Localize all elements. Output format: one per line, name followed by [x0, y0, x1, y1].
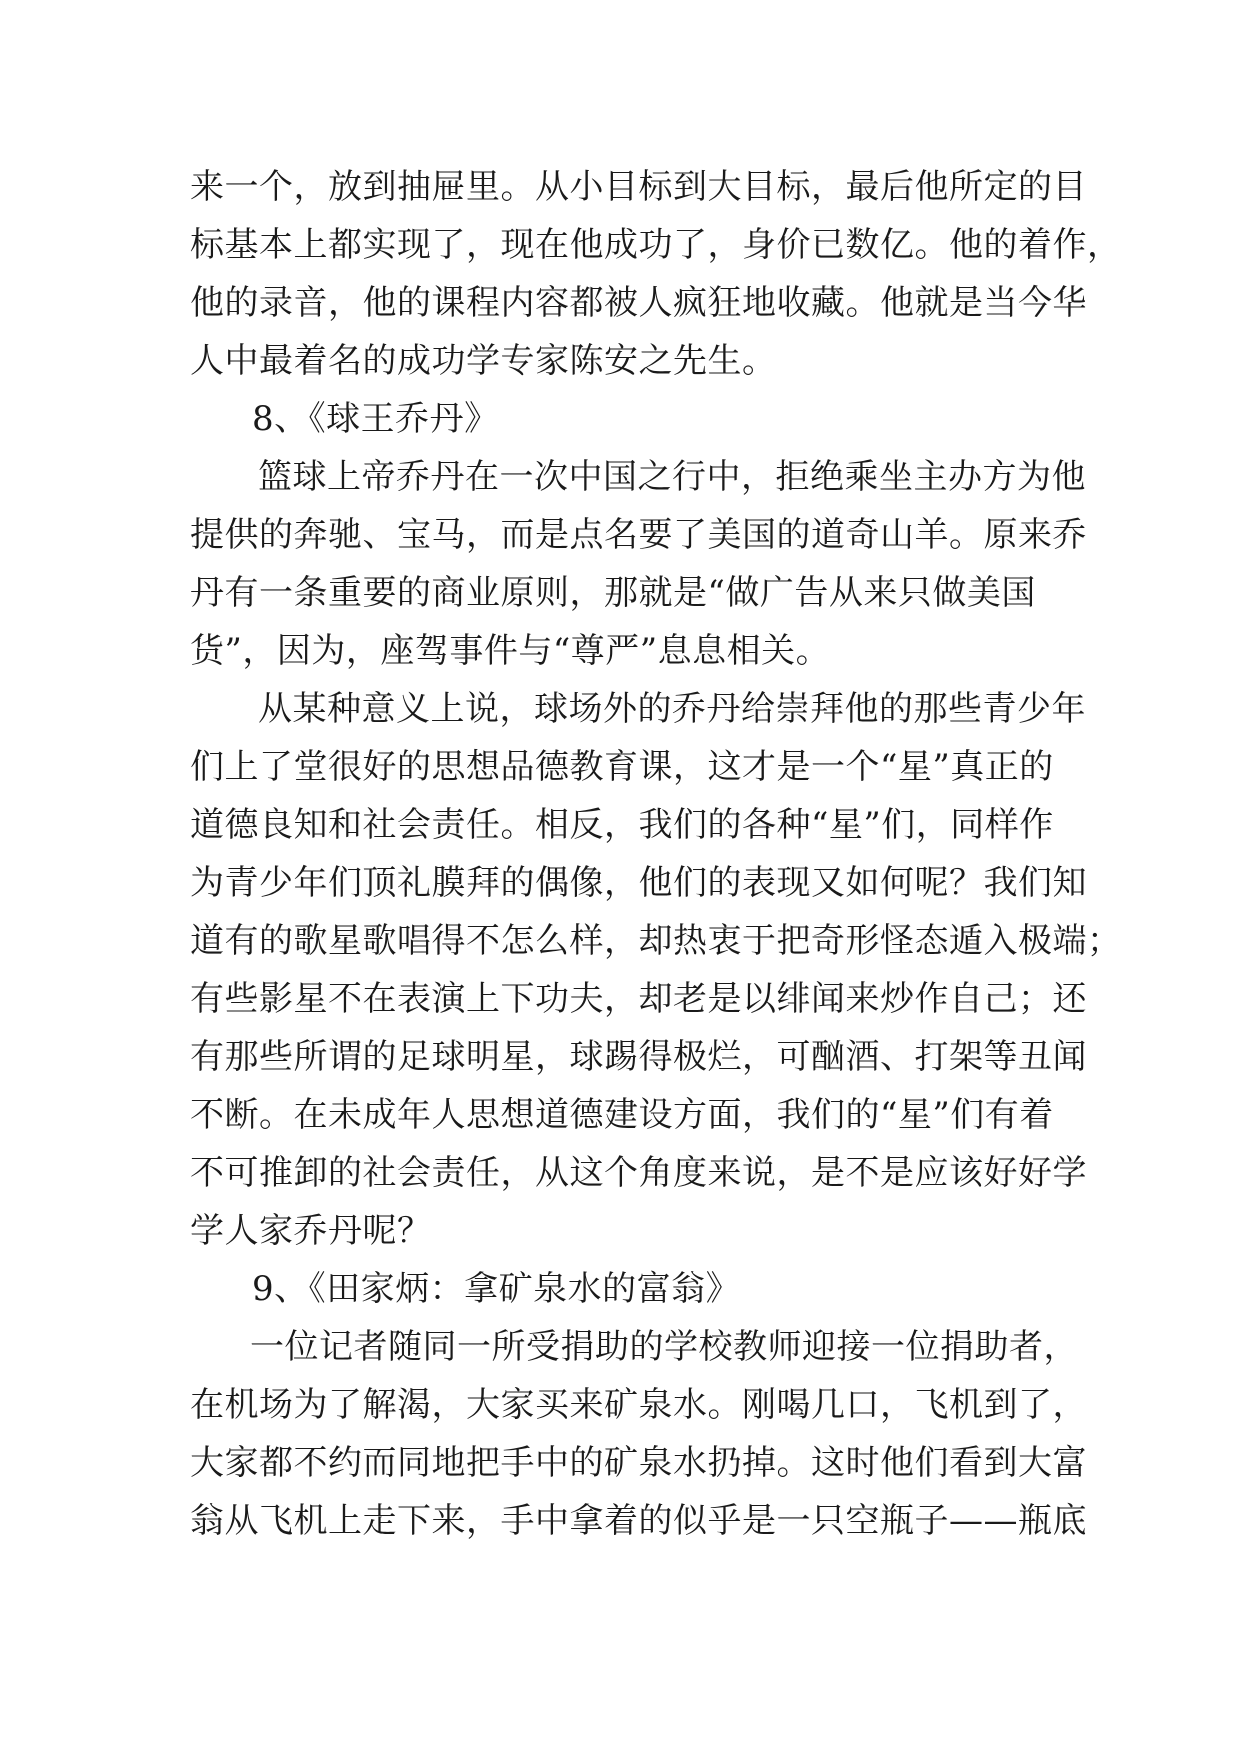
paragraph-line: 货”，因为，座驾事件与“尊严”息息相关。 [190, 631, 831, 671]
paragraph-line: 篮球上帝乔丹在一次中国之行中，拒绝乘坐主办方为他 [258, 457, 1086, 497]
paragraph-line: 大家都不约而同地把手中的矿泉水扔掉。这时他们看到大富 [190, 1443, 1087, 1483]
paragraph-line: 有些影星不在表演上下功夫，却老是以绯闻来炒作自己；还 [190, 979, 1087, 1019]
paragraph-line: 为青少年们顶礼膜拜的偶像，他们的表现又如何呢？我们知 [190, 863, 1087, 903]
paragraph-line: 们上了堂很好的思想品德教育课，这才是一个“星”真正的 [190, 747, 1054, 787]
section-heading: 8、《球王乔丹》 [252, 399, 499, 439]
paragraph-line: 丹有一条重要的商业原则，那就是“做广告从来只做美国 [190, 573, 1036, 613]
paragraph-line: 人中最着名的成功学专家陈安之先生。 [190, 341, 777, 381]
paragraph-line: 来一个，放到抽屉里。从小目标到大目标，最后他所定的目 [190, 167, 1087, 207]
paragraph-line: 不可推卸的社会责任，从这个角度来说，是不是应该好好学 [190, 1153, 1087, 1193]
paragraph-line: 从某种意义上说，球场外的乔丹给崇拜他的那些青少年 [258, 689, 1086, 729]
document-body [190, 158, 1122, 1550]
paragraph-line: 道德良知和社会责任。相反，我们的各种“星”们，同样作 [190, 805, 1054, 845]
paragraph-line: 提供的奔驰、宝马，而是点名要了美国的道奇山羊。原来乔 [190, 515, 1087, 555]
paragraph-line: 标基本上都实现了，现在他成功了，身价已数亿。他的着作， [190, 225, 1122, 265]
paragraph-line: 他的录音，他的课程内容都被人疯狂地收藏。他就是当今华 [190, 283, 1087, 323]
paragraph-line: 翁从飞机上走下来，手中拿着的似乎是一只空瓶子——瓶底 [190, 1501, 1087, 1541]
paragraph-line: 不断。在未成年人思想道德建设方面，我们的“星”们有着 [190, 1095, 1054, 1135]
paragraph-line: 道有的歌星歌唱得不怎么样，却热衷于把奇形怪态遁入极端； [190, 921, 1122, 961]
paragraph-line: 学人家乔丹呢？ [190, 1211, 432, 1251]
section-heading: 9、《田家炳：拿矿泉水的富翁》 [252, 1269, 741, 1309]
paragraph-line: 有那些所谓的足球明星，球踢得极烂，可酗酒、打架等丑闻 [190, 1037, 1087, 1077]
paragraph-line: 一位记者随同一所受捐助的学校教师迎接一位捐助者， [250, 1327, 1078, 1367]
paragraph-line: 在机场为了解渴，大家买来矿泉水。刚喝几口，飞机到了， [190, 1385, 1087, 1425]
